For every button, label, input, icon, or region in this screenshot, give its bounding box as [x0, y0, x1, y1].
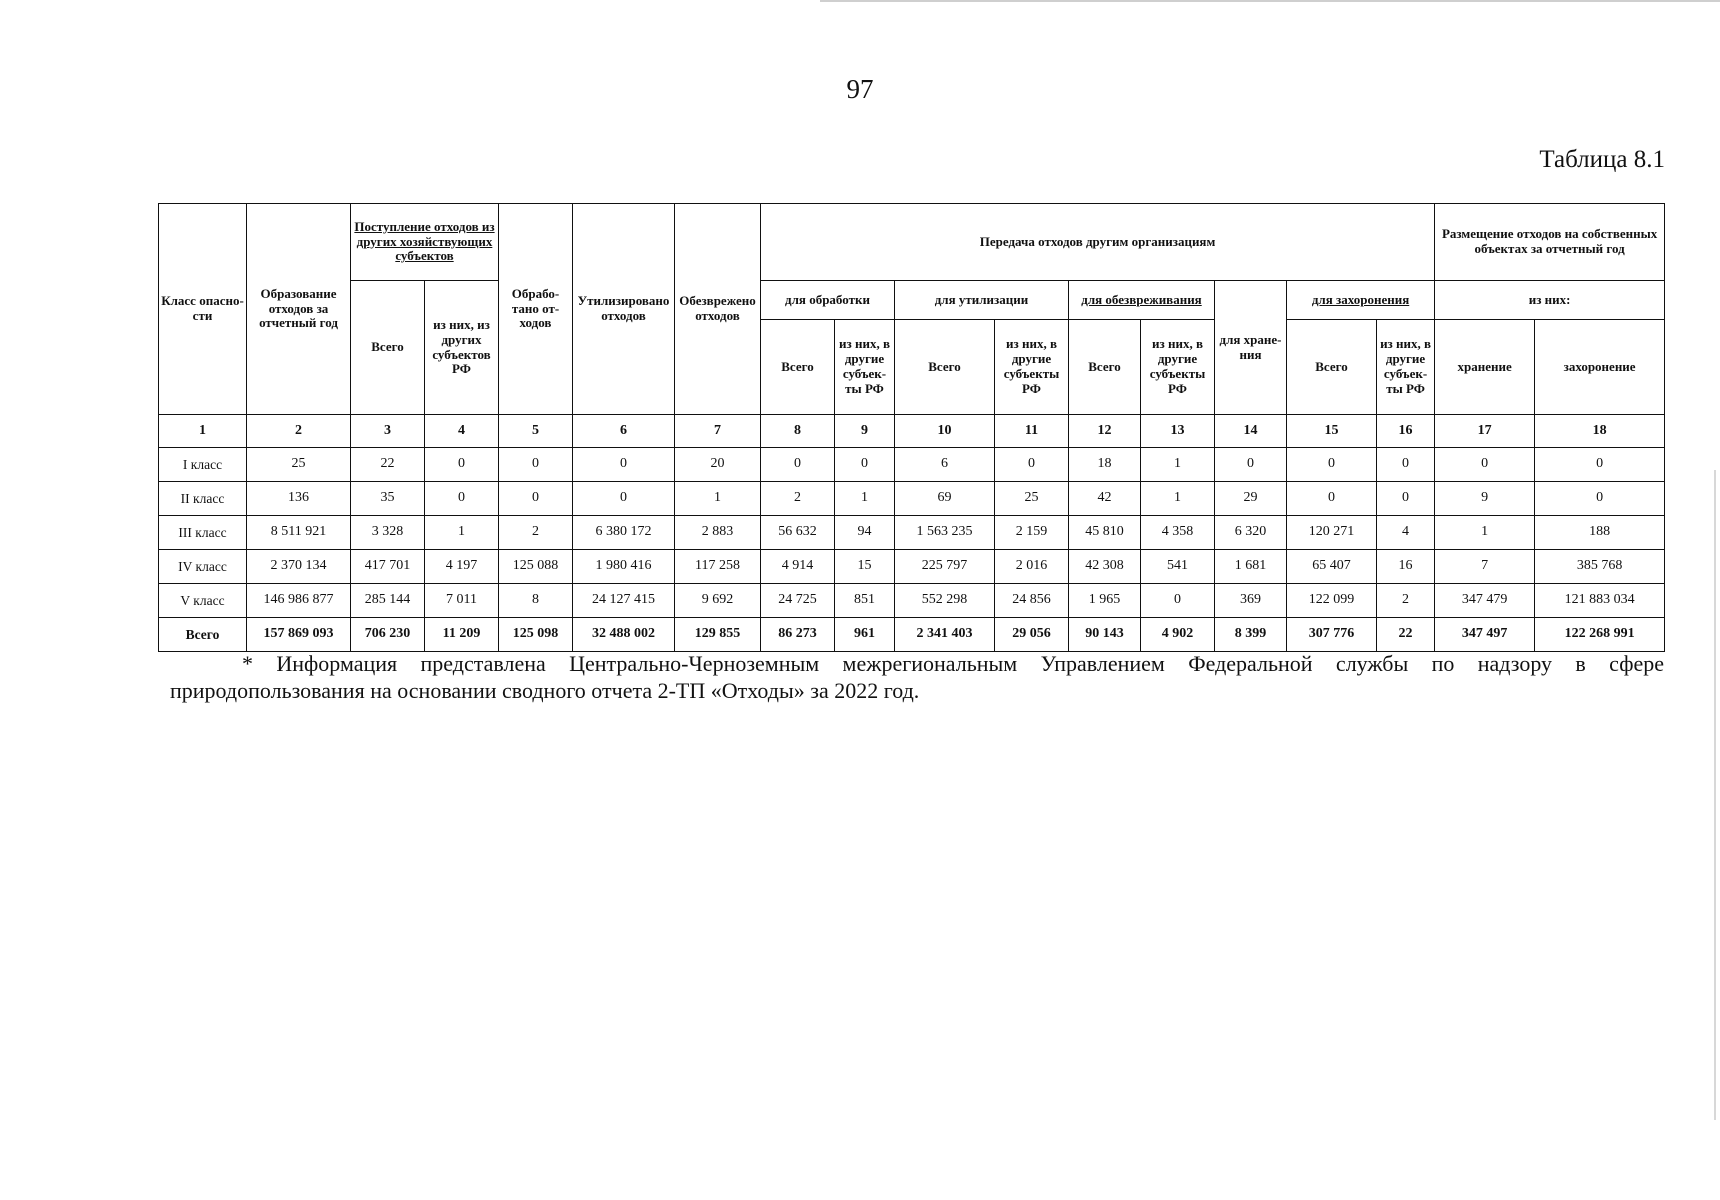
table-cell: 851	[835, 584, 895, 618]
table-cell: 0	[835, 448, 895, 482]
table-cell: 120 271	[1287, 516, 1377, 550]
table-cell: 0	[573, 482, 675, 516]
header-processed: Обработано отходов	[499, 204, 573, 415]
table-cell: 0	[761, 448, 835, 482]
table-cell: 9	[1435, 482, 1535, 516]
table-cell: 0	[1535, 448, 1665, 482]
column-number: 5	[499, 415, 573, 448]
table-cell: 961	[835, 618, 895, 652]
table-cell: 307 776	[1287, 618, 1377, 652]
table-cell: 1	[835, 482, 895, 516]
table-cell: 2 883	[675, 516, 761, 550]
header-received-other-regions: из них, из других субъектов РФ	[425, 281, 499, 415]
table-cell: 0	[1377, 482, 1435, 516]
row-label: Всего	[159, 618, 247, 652]
table-cell: 4 914	[761, 550, 835, 584]
table-cell: 0	[1215, 448, 1287, 482]
table-cell: 0	[425, 482, 499, 516]
table-cell: 285 144	[351, 584, 425, 618]
table-row	[159, 516, 1665, 550]
table-cell: 42	[1069, 482, 1141, 516]
table-cell: 0	[425, 448, 499, 482]
header-processing-total: Всего	[761, 320, 835, 415]
table-cell: 2 341 403	[895, 618, 995, 652]
table-cell: 1	[675, 482, 761, 516]
table-cell: 2 159	[995, 516, 1069, 550]
table-cell: 24 856	[995, 584, 1069, 618]
table-cell: 2 016	[995, 550, 1069, 584]
table-cell: 25	[995, 482, 1069, 516]
column-number: 11	[995, 415, 1069, 448]
header-class: Класс опасности	[159, 204, 247, 415]
table-cell: 9 692	[675, 584, 761, 618]
table-cell: 347 479	[1435, 584, 1535, 618]
header-received-total: Всего	[351, 281, 425, 415]
column-number: 15	[1287, 415, 1377, 448]
table-cell: 4 197	[425, 550, 499, 584]
column-number: 9	[835, 415, 895, 448]
header-transfer-group: Передача отходов другим организациям	[761, 204, 1435, 281]
table-cell: 0	[995, 448, 1069, 482]
table-cell: 417 701	[351, 550, 425, 584]
table-cell: 24 127 415	[573, 584, 675, 618]
table-cell: 0	[573, 448, 675, 482]
table-cell: 4 358	[1141, 516, 1215, 550]
table-cell: 0	[1377, 448, 1435, 482]
column-number: 2	[247, 415, 351, 448]
table-cell: 29 056	[995, 618, 1069, 652]
total-row	[159, 618, 1665, 652]
table-cell: 117 258	[675, 550, 761, 584]
table-cell: 6 380 172	[573, 516, 675, 550]
table-cell: 1	[1141, 448, 1215, 482]
table-cell: 6	[895, 448, 995, 482]
column-number-row	[159, 415, 1665, 448]
table-header	[159, 204, 1665, 415]
table-cell: 4 902	[1141, 618, 1215, 652]
header-utilized: Утилизировано отходов	[573, 204, 675, 415]
table-row	[159, 584, 1665, 618]
table-cell: 125 098	[499, 618, 573, 652]
table-cell: 1 980 416	[573, 550, 675, 584]
header-for-storage: для хранения	[1215, 281, 1287, 415]
header-neutralization-total: Всего	[1069, 320, 1141, 415]
table-cell: 22	[351, 448, 425, 482]
table-cell: 11 209	[425, 618, 499, 652]
table-cell: 1	[1435, 516, 1535, 550]
column-number: 12	[1069, 415, 1141, 448]
column-number: 6	[573, 415, 675, 448]
table-cell: 0	[499, 448, 573, 482]
row-label: II класс	[159, 482, 247, 516]
header-processing-other-regions: из них, в другие субъекты РФ	[835, 320, 895, 415]
table-cell: 16	[1377, 550, 1435, 584]
table-cell: 1 965	[1069, 584, 1141, 618]
table-cell: 552 298	[895, 584, 995, 618]
table-cell: 136	[247, 482, 351, 516]
row-label: V класс	[159, 584, 247, 618]
footnote: * Информация представлена Центрально-Черноземным межрегиональным Управлением Федеральной службы по надзору в сфере природопользования на основании сводного отчета 2-ТП «Отходы» за 2022 год.	[170, 651, 1664, 703]
header-burial-other-regions: из них, в другие субъекты РФ	[1377, 320, 1435, 415]
table-cell: 2	[499, 516, 573, 550]
table-cell: 121 883 034	[1535, 584, 1665, 618]
table-cell: 8	[499, 584, 573, 618]
header-for-burial: для захоронения	[1287, 281, 1435, 320]
column-number: 13	[1141, 415, 1215, 448]
column-number: 1	[159, 415, 247, 448]
table-cell: 69	[895, 482, 995, 516]
header-burial-total: Всего	[1287, 320, 1377, 415]
table-cell: 42 308	[1069, 550, 1141, 584]
column-number: 8	[761, 415, 835, 448]
table-cell: 32 488 002	[573, 618, 675, 652]
table-cell: 369	[1215, 584, 1287, 618]
table-cell: 122 268 991	[1535, 618, 1665, 652]
table-cell: 129 855	[675, 618, 761, 652]
table-cell: 146 986 877	[247, 584, 351, 618]
table-cell: 65 407	[1287, 550, 1377, 584]
table-cell: 347 497	[1435, 618, 1535, 652]
table-cell: 22	[1377, 618, 1435, 652]
table-row	[159, 550, 1665, 584]
header-neutralization-other-regions: из них, в другие субъекты РФ	[1141, 320, 1215, 415]
column-number: 18	[1535, 415, 1665, 448]
header-for-utilization: для утилизации	[895, 281, 1069, 320]
table-cell: 15	[835, 550, 895, 584]
table-cell: 7	[1435, 550, 1535, 584]
header-utilization-other-regions: из них, в другие субъекты РФ	[995, 320, 1069, 415]
table-cell: 25	[247, 448, 351, 482]
table-cell: 8 511 921	[247, 516, 351, 550]
table-cell: 125 088	[499, 550, 573, 584]
table-cell: 29	[1215, 482, 1287, 516]
table-cell: 0	[499, 482, 573, 516]
header-of-which: из них:	[1435, 281, 1665, 320]
table-cell: 94	[835, 516, 895, 550]
table-cell: 1	[425, 516, 499, 550]
table-cell: 541	[1141, 550, 1215, 584]
header-burial: захоронение	[1535, 320, 1665, 415]
scan-edge-line	[1714, 470, 1716, 1120]
table-cell: 2	[1377, 584, 1435, 618]
table-cell: 0	[1141, 584, 1215, 618]
header-for-processing: для обработки	[761, 281, 895, 320]
table-cell: 4	[1377, 516, 1435, 550]
header-for-neutralization: для обезвреживания	[1069, 281, 1215, 320]
table-cell: 1	[1141, 482, 1215, 516]
header-storage: хранение	[1435, 320, 1535, 415]
header-formed: Образование отходов за отчетный год	[247, 204, 351, 415]
column-number: 10	[895, 415, 995, 448]
table-cell: 1 563 235	[895, 516, 995, 550]
table-cell: 157 869 093	[247, 618, 351, 652]
table-cell: 8 399	[1215, 618, 1287, 652]
table-cell: 35	[351, 482, 425, 516]
table-cell: 2	[761, 482, 835, 516]
table-cell: 7 011	[425, 584, 499, 618]
table-cell: 24 725	[761, 584, 835, 618]
header-utilization-total: Всего	[895, 320, 995, 415]
table-cell: 225 797	[895, 550, 995, 584]
column-number: 3	[351, 415, 425, 448]
table-cell: 0	[1435, 448, 1535, 482]
column-number: 7	[675, 415, 761, 448]
header-received-group: Поступление отходов из других хозяйствующих субъектов	[351, 204, 499, 281]
row-label: IV класс	[159, 550, 247, 584]
table-cell: 2 370 134	[247, 550, 351, 584]
table-cell: 122 099	[1287, 584, 1377, 618]
row-label: I класс	[159, 448, 247, 482]
column-number: 14	[1215, 415, 1287, 448]
table-body	[159, 415, 1665, 652]
row-label: III класс	[159, 516, 247, 550]
table-cell: 56 632	[761, 516, 835, 550]
column-number: 4	[425, 415, 499, 448]
table-cell: 188	[1535, 516, 1665, 550]
table-cell: 0	[1287, 482, 1377, 516]
column-number: 16	[1377, 415, 1435, 448]
table-cell: 3 328	[351, 516, 425, 550]
header-placement-group: Размещение отходов на собственных объектах за отчетный год	[1435, 204, 1665, 281]
header-neutralized: Обезврежено отходов	[675, 204, 761, 415]
table-cell: 706 230	[351, 618, 425, 652]
page-number: 97	[846, 74, 874, 104]
table-cell: 0	[1287, 448, 1377, 482]
table-cell: 45 810	[1069, 516, 1141, 550]
table-cell: 18	[1069, 448, 1141, 482]
table-caption: Таблица 8.1	[1539, 146, 1665, 173]
table-cell: 0	[1535, 482, 1665, 516]
table-cell: 20	[675, 448, 761, 482]
table-cell: 86 273	[761, 618, 835, 652]
table-row	[159, 448, 1665, 482]
table-cell: 90 143	[1069, 618, 1141, 652]
table-cell: 385 768	[1535, 550, 1665, 584]
column-number: 17	[1435, 415, 1535, 448]
waste-table	[158, 203, 1665, 652]
table-row	[159, 482, 1665, 516]
scan-top-line	[820, 0, 1720, 2]
table-cell: 1 681	[1215, 550, 1287, 584]
table-cell: 6 320	[1215, 516, 1287, 550]
